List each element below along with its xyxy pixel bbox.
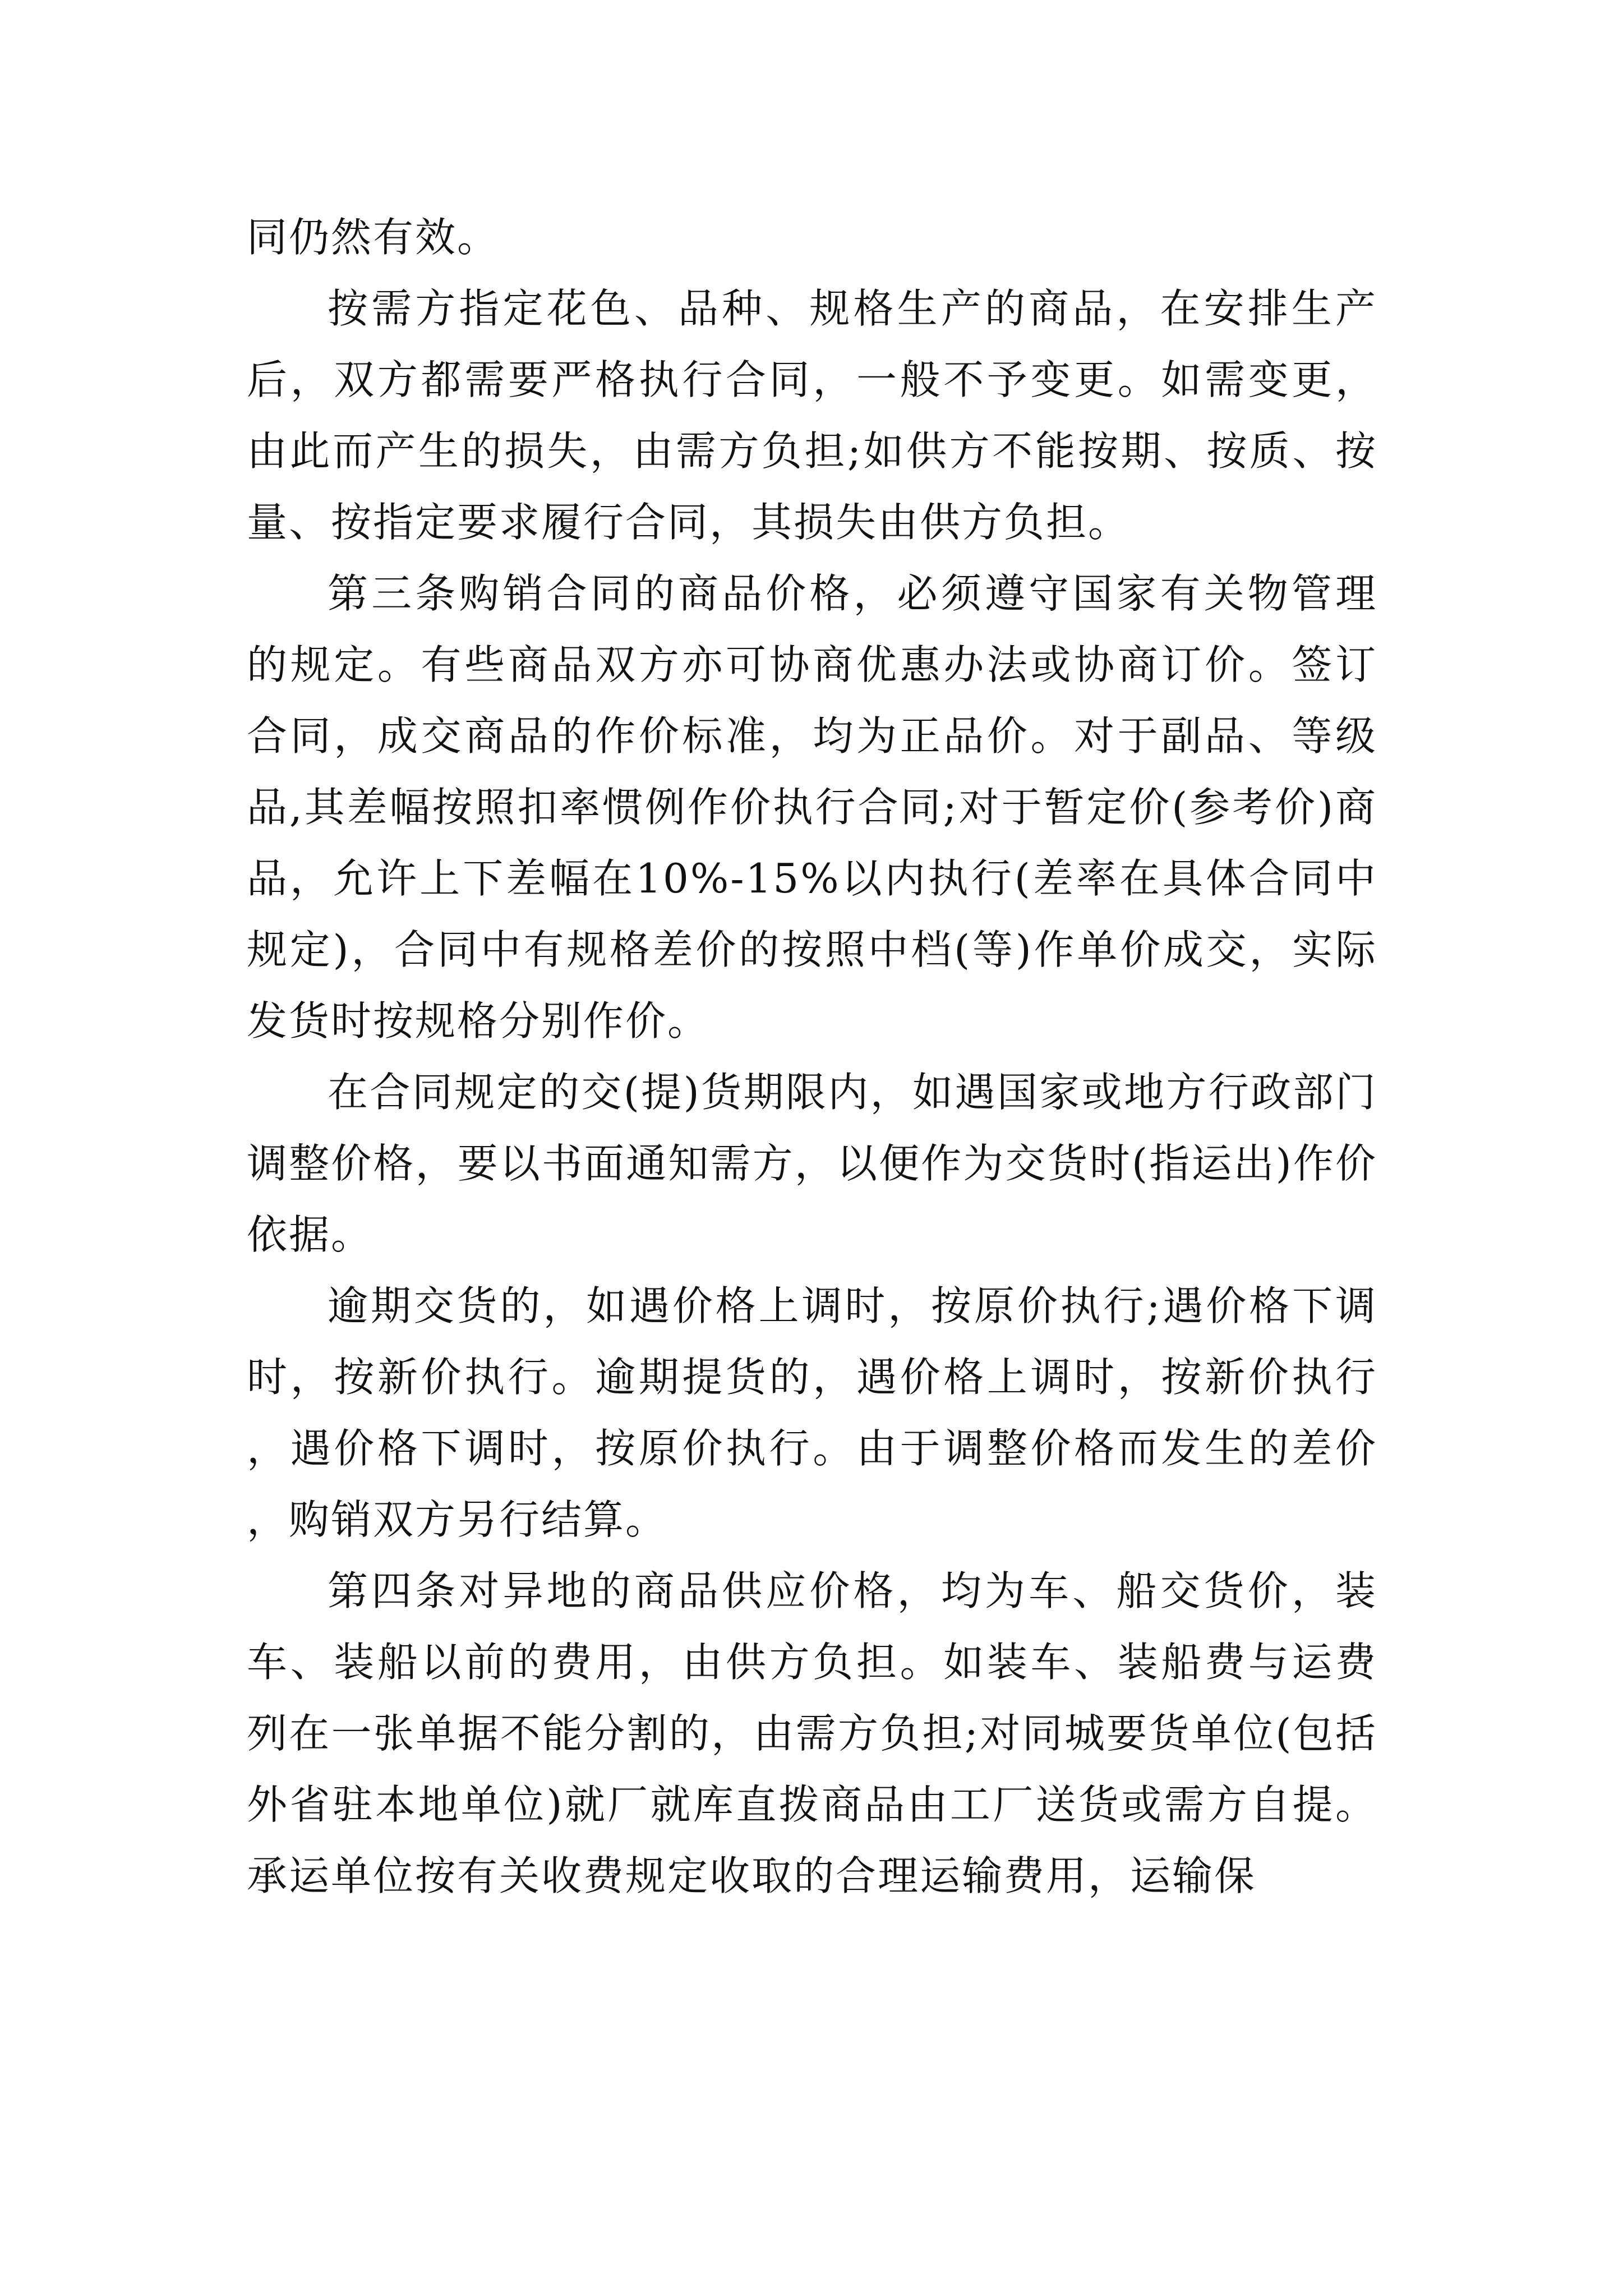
paragraph-custom-production: 按需方指定花色、品种、规格生产的商品，在安排生产后，双方都需要严格执行合同，一般不予变更。如需变更，由此而产生的损失，由需方负担;如供方不能按期、按质、按量、按指定要求履行合同，其损失由供方负担。: [247, 285, 1377, 546]
paragraph-price-adjustment-notice: 在合同规定的交(提)货期限内，如遇国家或地方行政部门调整价格，要以书面通知需方，以便作为交货时(指运出)作价依据。: [247, 1069, 1377, 1258]
paragraph-continuation: 同仍然有效。: [247, 214, 500, 261]
paragraph-article-3-pricing: 第三条购销合同的商品价格，必须遵守国家有关物管理的规定。有些商品双方亦可协商优惠办法或协商订价。签订合同，成交商品的作价标准，均为正品价。对于副品、等级品,其差幅按照扣率惯例作价执行合同;对于暂定价(参考价)商品，允许上下差幅在10%-15%以内执行(差率在具体合同中规定)，合同中有规格差价的按照中档(等)作单价成交，实际发货时按规格分别作价。: [247, 570, 1377, 1045]
paragraph-overdue-pricing: 逾期交货的，如遇价格上调时，按原价执行;遇价格下调时，按新价执行。逾期提货的，遇价格上调时，按新价执行，遇价格下调时，按原价执行。由于调整价格而发生的差价，购销双方另行结算。: [247, 1282, 1377, 1543]
paragraph-article-4-remote-supply: 第四条对异地的商品供应价格，均为车、船交货价，装车、装船以前的费用，由供方负担。如装车、装船费与运费列在一张单据不能分割的，由需方负担;对同城要货单位(包括外省驻本地单位)就厂就库直拨商品由工厂送货或需方自提。承运单位按有关收费规定收取的合理运输费用，运输保: [247, 1567, 1377, 1899]
document-body: [247, 202, 1377, 1912]
